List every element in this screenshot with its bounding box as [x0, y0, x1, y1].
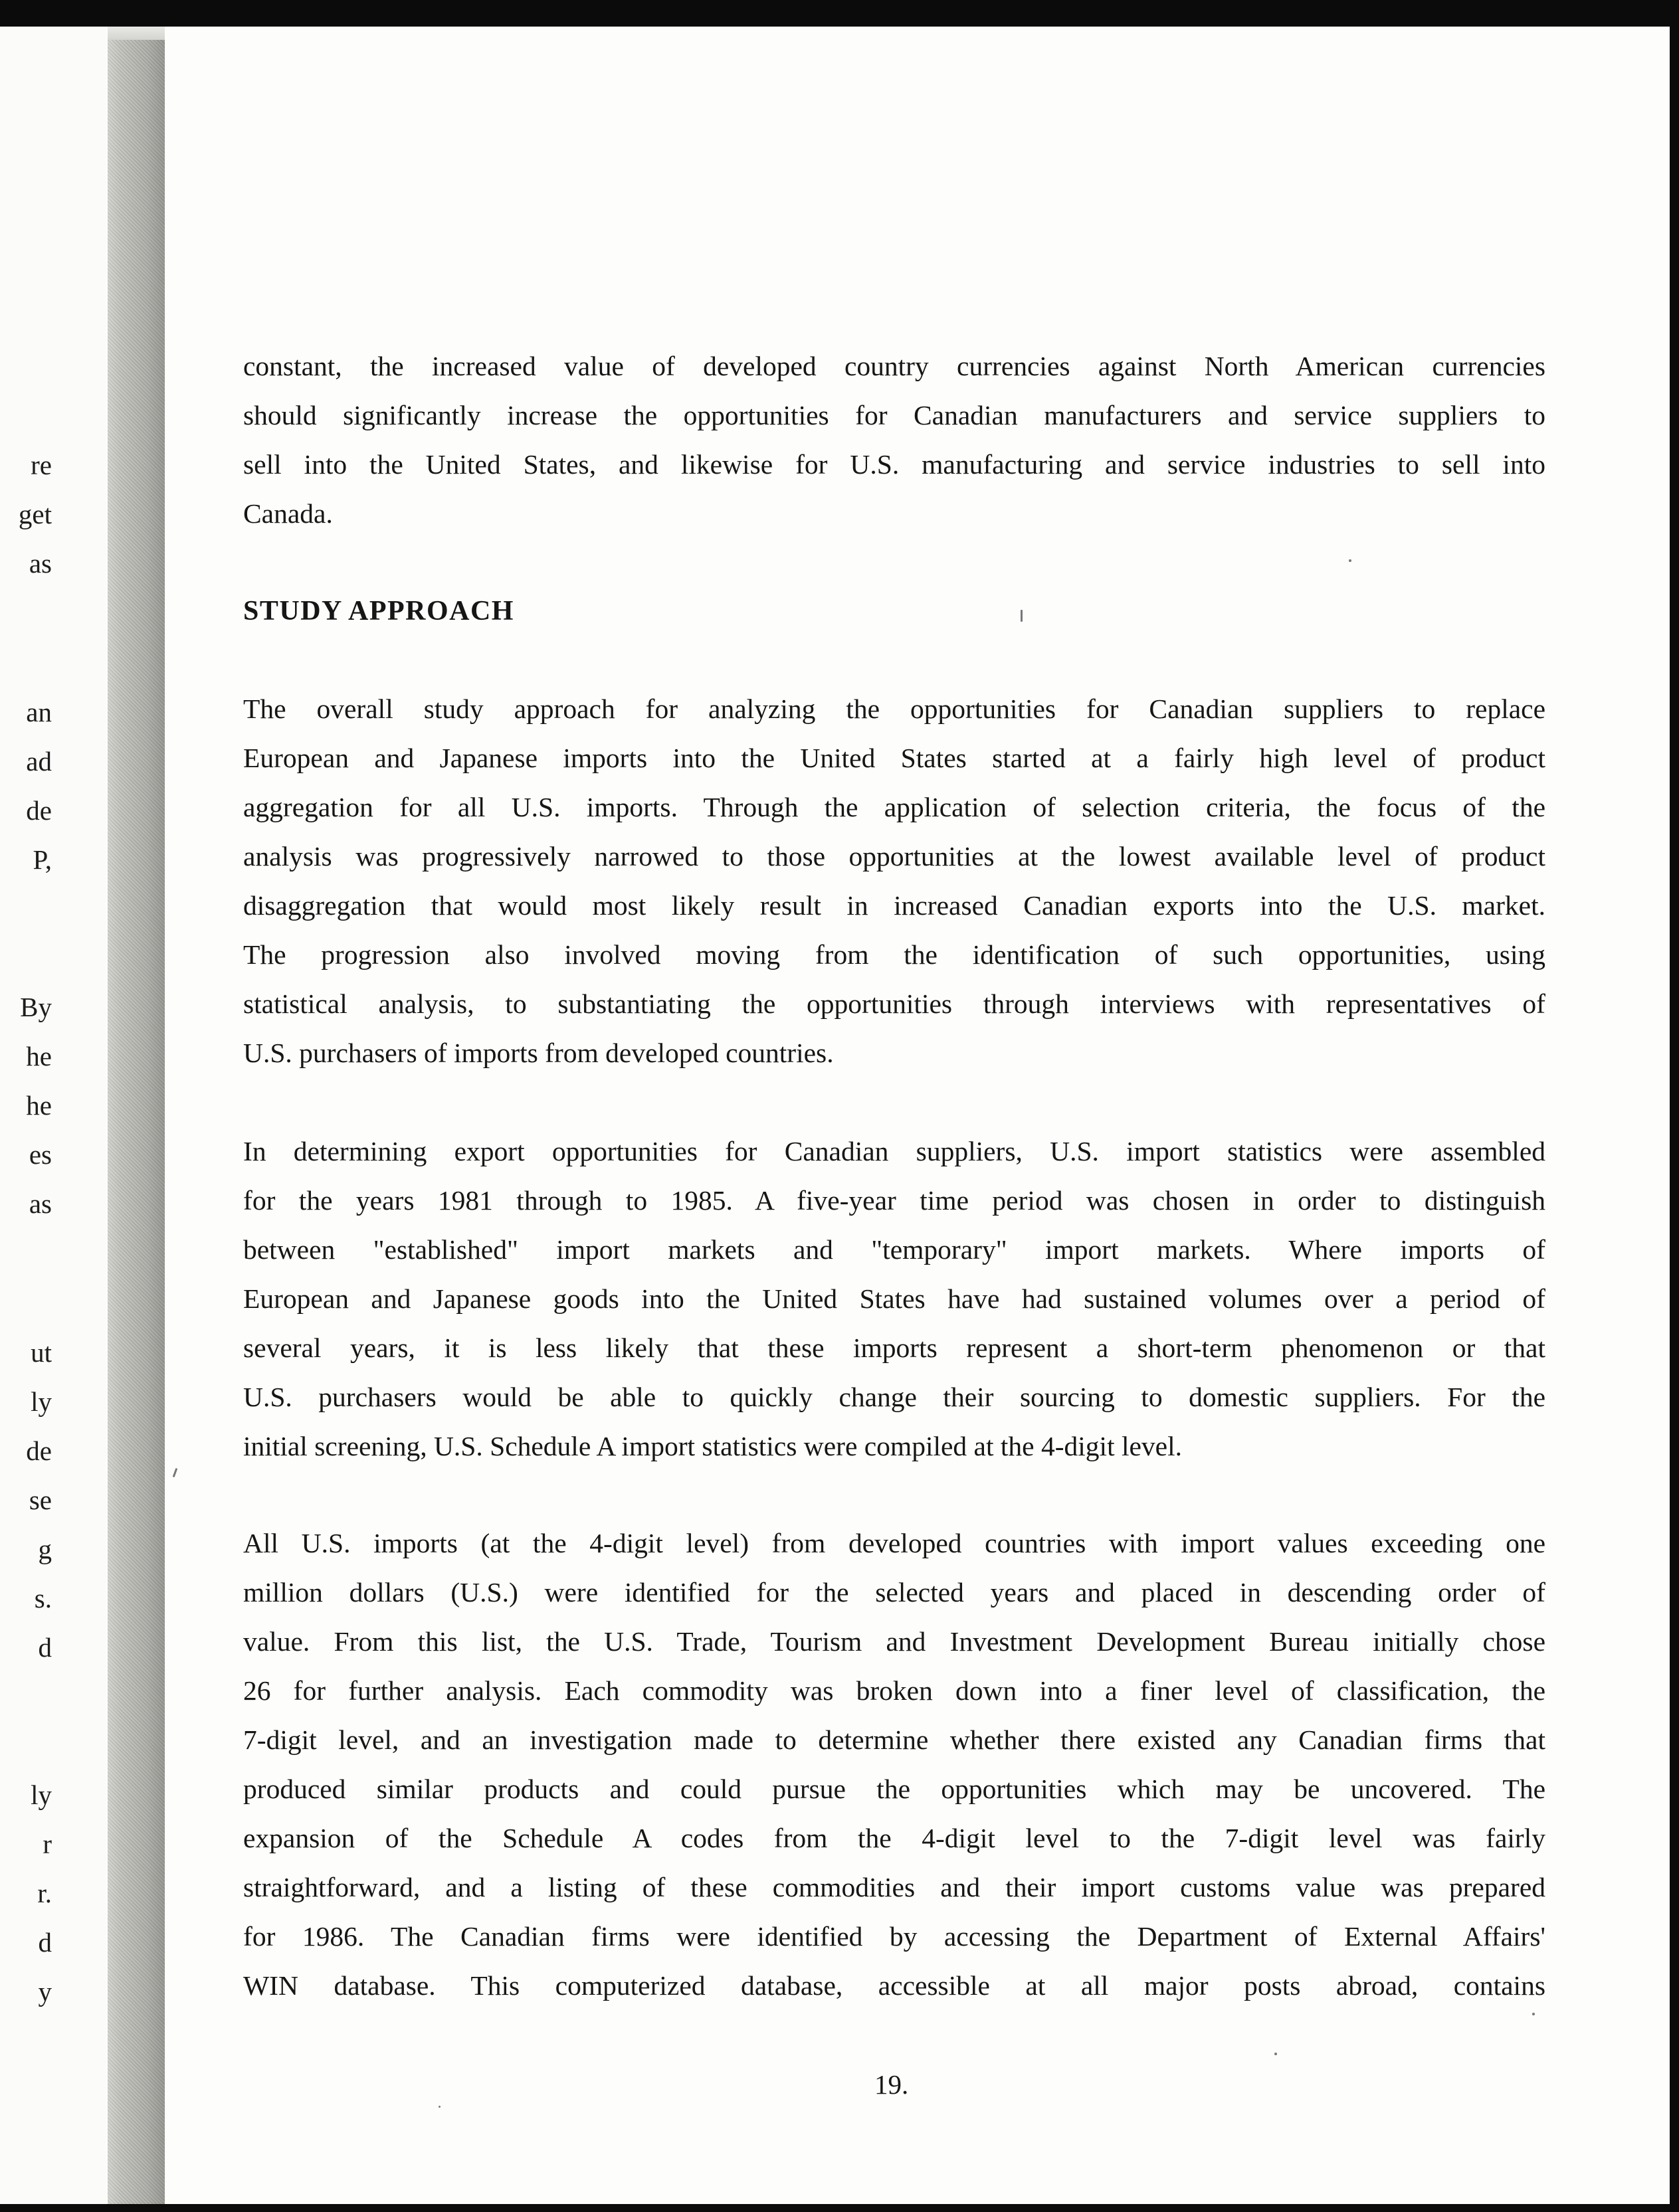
section-heading: STUDY APPROACH [243, 596, 514, 626]
margin-fragment: he [26, 1090, 52, 1121]
text-line: All U.S. imports (at the 4-digit level) from developed countries with import values exceeding one [243, 1528, 1545, 1558]
margin-fragment: ad [26, 746, 52, 777]
text-line: WIN database. This computerized database, accessible at all major posts abroad, contains [243, 1970, 1545, 2001]
margin-fragment: re [31, 450, 52, 480]
text-line: should significantly increase the opportunities for Canadian manufacturers and service suppliers to [243, 400, 1545, 430]
text-line: expansion of the Schedule A codes from the 4-digit level to the 7-digit level was fairly [243, 1823, 1545, 1853]
margin-fragment: ly [31, 1386, 52, 1417]
page-number: 19. [874, 2069, 909, 2100]
text-line: for the years 1981 through to 1985. A five-year time period was chosen in order to distinguish [243, 1185, 1545, 1216]
text-line: U.S. purchasers would be able to quickly change their sourcing to domestic suppliers. For the [243, 1382, 1545, 1412]
scan-speck [1532, 2013, 1535, 2015]
text-line: European and Japanese imports into the United States started at a fairly high level of product [243, 743, 1545, 773]
margin-fragment: d [38, 1927, 52, 1958]
text-line: In determining export opportunities for Canadian suppliers, U.S. import statistics were assembled [243, 1136, 1545, 1166]
scan-speck [1349, 559, 1351, 562]
text-line: several years, it is less likely that these imports represent a short-term phenomenon or that [243, 1333, 1545, 1363]
paragraph-2 [243, 684, 1545, 1077]
margin-fragment: ut [31, 1337, 52, 1368]
paragraph-4 [243, 1519, 1545, 2010]
text-line: between "established" import markets and "temporary" import markets. Where imports of [243, 1234, 1545, 1265]
margin-fragment: get [18, 499, 52, 529]
margin-fragment: g [38, 1534, 52, 1564]
scan-mark [1021, 610, 1023, 622]
scan-mark [173, 1468, 178, 1477]
margin-fragment: de [26, 795, 52, 826]
text-line: European and Japanese goods into the United States have had sustained volumes over a period of [243, 1283, 1545, 1314]
margin-fragment: ly [31, 1780, 52, 1810]
text-line: U.S. purchasers of imports from developed countries. [243, 1038, 834, 1068]
margin-fragment: r [43, 1829, 52, 1859]
margin-fragment: an [26, 697, 52, 727]
text-line: Canada. [243, 498, 333, 529]
margin-fragment: s. [34, 1583, 52, 1613]
margin-fragment: d [38, 1632, 52, 1663]
scan-speck [439, 2106, 441, 2108]
margin-fragment: r. [37, 1878, 52, 1908]
margin-fragment: as [29, 1188, 52, 1219]
text-line: analysis was progressively narrowed to those opportunities at the lowest available level of product [243, 841, 1545, 872]
text-line: value. From this list, the U.S. Trade, Tourism and Investment Development Bureau initially chose [243, 1626, 1545, 1657]
text-line: produced similar products and could pursue the opportunities which may be uncovered. The [243, 1774, 1545, 1804]
margin-fragment: P, [33, 844, 52, 875]
margin-fragment: as [29, 548, 52, 579]
text-line: 26 for further analysis. Each commodity was broken down into a finer level of classification, the [243, 1675, 1545, 1706]
text-line: 7-digit level, and an investigation made to determine whether there existed any Canadian firms that [243, 1724, 1545, 1755]
text-line: initial screening, U.S. Schedule A import statistics were compiled at the 4-digit level. [243, 1431, 1183, 1461]
margin-fragment: es [29, 1139, 52, 1170]
paragraph-1 [243, 341, 1545, 538]
scan-top-border [0, 0, 1679, 27]
margin-fragment: y [38, 1976, 52, 2007]
text-line: statistical analysis, to substantiating the opportunities through interviews with representatives of [243, 988, 1545, 1019]
text-line: aggregation for all U.S. imports. Through the application of selection criteria, the focus of the [243, 792, 1545, 822]
scan-right-border [1670, 0, 1679, 2212]
text-line: straightforward, and a listing of these commodities and their import customs value was prepared [243, 1872, 1545, 1902]
text-line: constant, the increased value of developed country currencies against North American currencies [243, 351, 1545, 381]
paragraph-3 [243, 1127, 1545, 1471]
margin-fragment: he [26, 1041, 52, 1071]
previous-page-edge [0, 27, 106, 2204]
text-line: The progression also involved moving from the identification of such opportunities, using [243, 939, 1545, 970]
text-line: for 1986. The Canadian firms were identified by accessing the Department of External Affairs' [243, 1921, 1545, 1952]
margin-fragment: de [26, 1435, 52, 1466]
scan-speck [1274, 2053, 1277, 2055]
binding-gutter [108, 40, 165, 2207]
text-line: sell into the United States, and likewise for U.S. manufacturing and service industries to sell into [243, 449, 1545, 480]
margin-fragment: By [20, 992, 52, 1022]
margin-fragment: se [29, 1485, 52, 1515]
scan-bottom-border [0, 2204, 1679, 2212]
text-line: The overall study approach for analyzing the opportunities for Canadian suppliers to replace [243, 693, 1545, 724]
text-line: disaggregation that would most likely result in increased Canadian exports into the U.S. market. [243, 890, 1545, 921]
text-line: million dollars (U.S.) were identified for the selected years and placed in descending order of [243, 1577, 1545, 1608]
